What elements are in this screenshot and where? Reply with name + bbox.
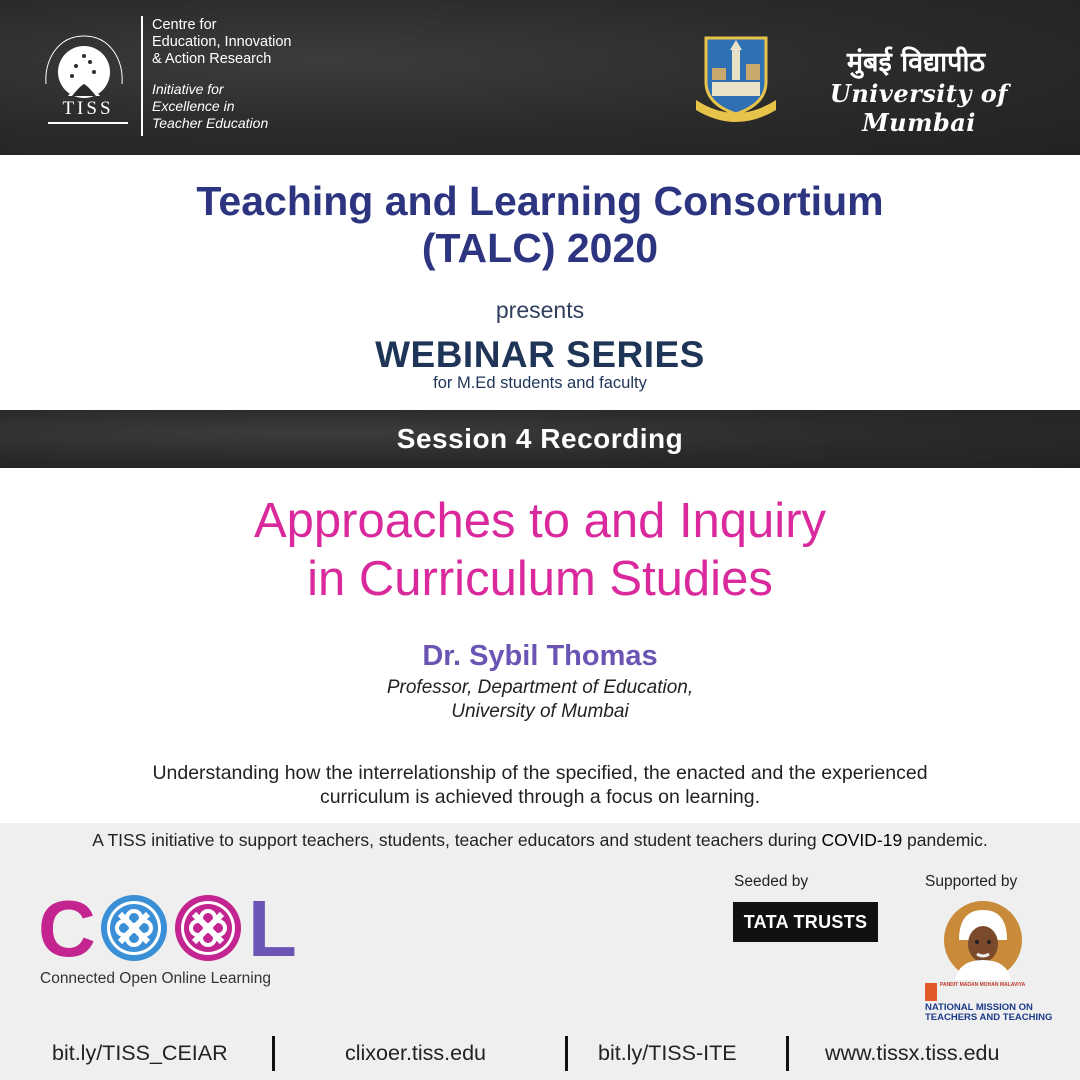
tata-trusts-logo: TATA TRUSTS — [733, 902, 878, 942]
talc-heading — [0, 178, 1080, 272]
link-clixoer[interactable]: clixoer.tiss.edu — [345, 1041, 487, 1065]
cool-subtitle: Connected Open Online Learning — [40, 970, 271, 987]
speaker-role-line: University of Mumbai — [451, 701, 629, 722]
initiative-tagline — [0, 830, 1080, 851]
seeded-by-label: Seeded by — [734, 873, 809, 890]
cool-logo — [38, 892, 298, 964]
talk-title-line: Approaches to and Inquiry — [253, 494, 827, 548]
nmtt-line: NATIONAL MISSION ON — [925, 1002, 1033, 1013]
talk-description-line: curriculum is achieved through a focus on learning. — [319, 786, 761, 808]
talk-description — [0, 761, 1080, 809]
ite-line: Initiative for — [152, 81, 224, 97]
talc-line: (TALC) 2020 — [421, 225, 659, 271]
link-separator — [786, 1036, 789, 1071]
webinar-series-title: WEBINAR SERIES — [375, 334, 705, 375]
tiss-wordmark: TISS — [62, 98, 114, 119]
ceiar-line: Centre for — [152, 17, 217, 33]
cool-letter-l: L — [248, 892, 297, 964]
tagline-suffix: pandemic. — [902, 830, 988, 850]
session-band — [0, 410, 1080, 468]
talk-description-line: Understanding how the interrelationship of the specified, the enacted and the experienced — [152, 762, 928, 784]
link-separator — [565, 1036, 568, 1071]
nmtt-pandit-text: PANDIT MADAN MOHAN MALAVIYA — [940, 982, 1026, 988]
cool-knot-blue — [101, 895, 167, 961]
cool-knot-magenta — [175, 895, 241, 961]
nmtt-line: TEACHERS AND TEACHING — [925, 1012, 1053, 1023]
link-separator — [272, 1036, 275, 1071]
supported-by-label: Supported by — [925, 873, 1018, 890]
mumbai-english-name: University of Mumbai — [829, 79, 1009, 137]
ite-line: Excellence in — [152, 98, 235, 114]
ceiar-line: & Action Research — [152, 51, 272, 67]
ceiar-name — [152, 17, 291, 68]
tagline-highlight: COVID-19 — [821, 830, 903, 850]
malaviya-portrait — [943, 900, 1023, 980]
ite-line: Teacher Education — [152, 115, 269, 131]
link-tissx[interactable]: www.tissx.tiss.edu — [825, 1041, 1000, 1065]
webinar-series-subtitle: for M.Ed students and faculty — [433, 374, 647, 392]
nmtt-name — [925, 1003, 1052, 1023]
speaker-role-line: Professor, Department of Education, — [386, 677, 694, 698]
mumbai-hindi-name: मुंबई विद्यापीठ — [846, 47, 986, 78]
tagline-prefix: A TISS initiative to support teachers, students, teacher educators and student teachers during — [92, 830, 822, 850]
header-divider — [141, 16, 143, 136]
link-tiss-ceiar[interactable]: bit.ly/TISS_CEIAR — [52, 1041, 228, 1065]
talk-title — [0, 492, 1080, 608]
ite-name — [152, 81, 268, 132]
session-label: Session 4 Recording — [396, 423, 684, 454]
footer-links — [0, 1036, 1080, 1072]
link-tiss-ite[interactable]: bit.ly/TISS-ITE — [598, 1041, 737, 1065]
university-of-mumbai-crest — [692, 30, 780, 125]
speaker-role — [0, 676, 1080, 724]
speaker-name: Dr. Sybil Thomas — [422, 640, 658, 672]
ceiar-line: Education, Innovation — [152, 34, 292, 50]
tiss-underline — [48, 122, 128, 124]
talk-title-line: in Curriculum Studies — [307, 552, 773, 606]
presents-text: presents — [495, 297, 585, 323]
cool-letter-c: C — [38, 892, 96, 964]
header-banner — [0, 0, 1080, 155]
nmtt-emblem — [925, 983, 937, 1001]
talc-line: Teaching and Learning Consortium — [196, 178, 884, 224]
